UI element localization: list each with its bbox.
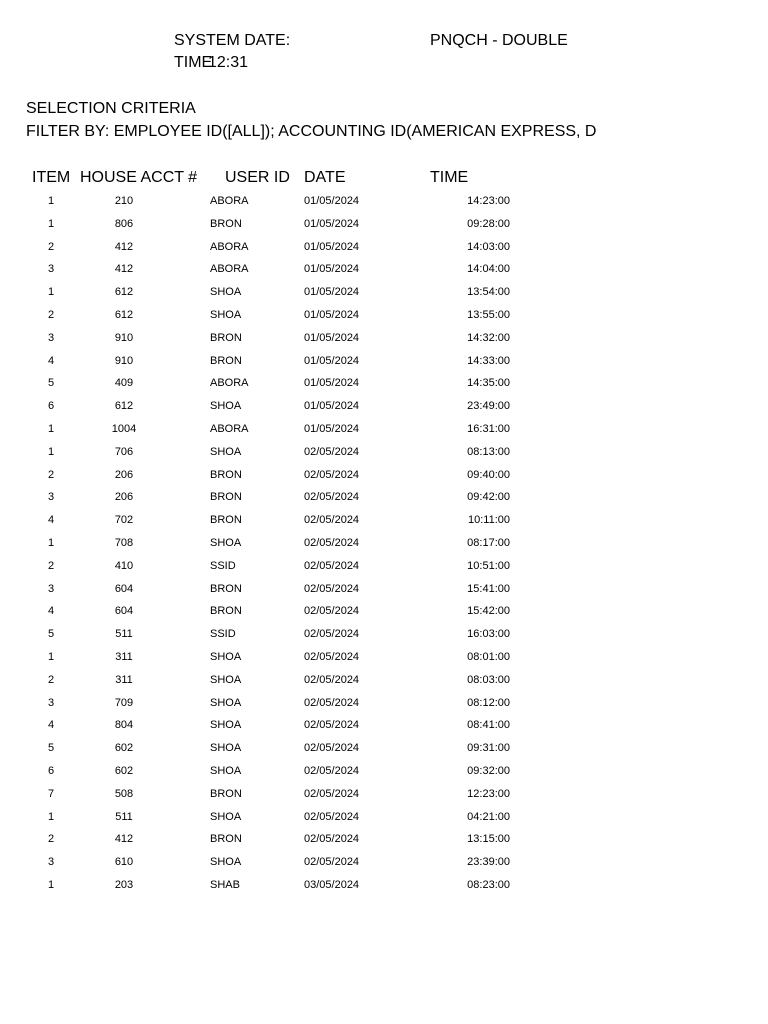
item-cell: 4 [47, 514, 55, 527]
house-acct-cell: 602 [114, 764, 134, 777]
table-row [0, 262, 768, 285]
date-cell: 02/05/2024 [304, 650, 360, 663]
time-cell: 13:15:00 [467, 833, 510, 846]
table-row [0, 878, 768, 901]
table-row [0, 627, 768, 650]
user-id-cell: SHOA [210, 445, 242, 458]
item-cell: 1 [47, 445, 55, 458]
user-id-cell: ABORA [210, 263, 249, 276]
item-cell: 4 [47, 354, 55, 367]
item-cell: 6 [47, 764, 55, 777]
house-acct-cell: 412 [114, 263, 134, 276]
user-id-cell: SHOA [210, 536, 242, 549]
date-cell: 03/05/2024 [304, 878, 360, 891]
house-acct-cell: 706 [114, 445, 134, 458]
user-id-cell: ABORA [210, 377, 249, 390]
table-row [0, 741, 768, 764]
user-id-cell: BRON [210, 468, 242, 481]
table-row [0, 354, 768, 377]
date-cell: 01/05/2024 [304, 240, 360, 253]
table-row [0, 673, 768, 696]
time-cell: 08:13:00 [467, 445, 510, 458]
filter-criteria: FILTER BY: EMPLOYEE ID([ALL]); ACCOUNTING ID(AMERICAN EXPRESS, D [26, 123, 597, 140]
user-id-cell: BRON [210, 787, 242, 800]
user-id-cell: SHOA [210, 719, 242, 732]
date-cell: 01/05/2024 [304, 195, 360, 207]
house-acct-cell: 210 [114, 195, 134, 207]
time-cell: 04:21:00 [467, 810, 510, 823]
table-row [0, 718, 768, 741]
date-cell: 02/05/2024 [304, 696, 360, 709]
house-acct-cell: 206 [114, 468, 134, 481]
item-cell: 4 [47, 605, 55, 618]
user-id-cell: BRON [210, 217, 242, 230]
date-cell: 01/05/2024 [304, 217, 360, 230]
time-cell: 09:28:00 [467, 217, 510, 230]
time-cell: 15:42:00 [467, 605, 510, 618]
item-cell: 2 [47, 468, 55, 481]
time-cell: 09:31:00 [467, 742, 510, 755]
house-acct-cell: 612 [114, 308, 134, 321]
item-cell: 1 [47, 286, 55, 299]
date-cell: 02/05/2024 [304, 833, 360, 846]
item-cell: 2 [47, 673, 55, 686]
time-cell: 16:31:00 [467, 422, 510, 435]
table-row [0, 604, 768, 627]
date-cell: 01/05/2024 [304, 400, 360, 413]
table-row [0, 422, 768, 445]
table-row [0, 855, 768, 878]
date-cell: 02/05/2024 [304, 719, 360, 732]
house-acct-cell: 804 [114, 719, 134, 732]
item-cell: 2 [47, 240, 55, 253]
column-header-user-id: USER ID [225, 169, 290, 186]
house-acct-cell: 410 [114, 559, 134, 572]
user-id-cell: BRON [210, 605, 242, 618]
table-row [0, 810, 768, 833]
time-cell: 14:33:00 [467, 354, 510, 367]
date-cell: 02/05/2024 [304, 445, 360, 458]
user-id-cell: ABORA [210, 240, 249, 253]
time-cell: 14:32:00 [467, 331, 510, 344]
user-id-cell: BRON [210, 514, 242, 527]
table-row [0, 217, 768, 240]
table-row [0, 399, 768, 422]
column-header-item: ITEM [32, 169, 71, 186]
date-cell: 01/05/2024 [304, 354, 360, 367]
date-cell: 02/05/2024 [304, 856, 360, 869]
selection-criteria-title: SELECTION CRITERIA [26, 100, 196, 117]
column-header-house-acct: HOUSE ACCT # [80, 169, 198, 186]
time-cell: 08:23:00 [467, 878, 510, 891]
table-row [0, 285, 768, 308]
table-row [0, 445, 768, 468]
date-cell: 02/05/2024 [304, 514, 360, 527]
table-row [0, 650, 768, 673]
date-cell: 02/05/2024 [304, 764, 360, 777]
user-id-cell: SHOA [210, 308, 242, 321]
user-id-cell: SHOA [210, 696, 242, 709]
date-cell: 01/05/2024 [304, 308, 360, 321]
time-cell: 23:49:00 [467, 400, 510, 413]
item-cell: 1 [47, 878, 55, 891]
house-acct-cell: 1004 [111, 422, 137, 435]
item-cell: 3 [47, 856, 55, 869]
table-row [0, 832, 768, 855]
house-acct-cell: 709 [114, 696, 134, 709]
system-date-label: SYSTEM DATE: [174, 32, 291, 49]
user-id-cell: SHOA [210, 400, 242, 413]
time-cell: 09:32:00 [467, 764, 510, 777]
time-cell: 15:41:00 [467, 582, 510, 595]
house-acct-cell: 602 [114, 742, 134, 755]
user-id-cell: BRON [210, 354, 242, 367]
date-cell: 01/05/2024 [304, 331, 360, 344]
report-table-body [0, 194, 768, 901]
item-cell: 1 [47, 650, 55, 663]
house-acct-cell: 311 [115, 650, 133, 663]
time-cell: 13:55:00 [467, 308, 510, 321]
column-header-date: DATE [304, 169, 346, 186]
user-id-cell: SHOA [210, 810, 242, 823]
item-cell: 2 [47, 308, 55, 321]
item-cell: 1 [47, 536, 55, 549]
time-value: 12:31 [208, 54, 249, 71]
user-id-cell: SSID [210, 559, 236, 572]
house-acct-cell: 806 [114, 217, 134, 230]
date-cell: 02/05/2024 [304, 582, 360, 595]
user-id-cell: SHOA [210, 742, 242, 755]
item-cell: 3 [47, 582, 55, 595]
user-id-cell: BRON [210, 331, 242, 344]
column-header-time: TIME [430, 169, 469, 186]
item-cell: 3 [47, 263, 55, 276]
date-cell: 02/05/2024 [304, 536, 360, 549]
house-acct-cell: 910 [114, 354, 134, 367]
date-cell: 01/05/2024 [304, 377, 360, 390]
item-cell: 5 [47, 377, 55, 390]
date-cell: 02/05/2024 [304, 559, 360, 572]
house-acct-cell: 409 [114, 377, 134, 390]
time-cell: 14:35:00 [467, 377, 510, 390]
user-id-cell: SHOA [210, 856, 242, 869]
user-id-cell: ABORA [210, 422, 249, 435]
house-acct-cell: 511 [115, 628, 133, 641]
table-row [0, 194, 768, 217]
date-cell: 02/05/2024 [304, 468, 360, 481]
time-cell: 09:40:00 [467, 468, 510, 481]
time-cell: 14:23:00 [467, 195, 510, 207]
user-id-cell: SHOA [210, 764, 242, 777]
user-id-cell: BRON [210, 582, 242, 595]
house-acct-cell: 508 [114, 787, 134, 800]
date-cell: 02/05/2024 [304, 605, 360, 618]
item-cell: 5 [47, 742, 55, 755]
time-cell: 23:39:00 [467, 856, 510, 869]
time-cell: 10:11:00 [467, 514, 510, 527]
table-row [0, 787, 768, 810]
user-id-cell: ABORA [210, 195, 249, 207]
user-id-cell: SHOA [210, 673, 242, 686]
date-cell: 02/05/2024 [304, 742, 360, 755]
house-acct-cell: 610 [114, 856, 134, 869]
house-acct-cell: 910 [114, 331, 134, 344]
item-cell: 1 [47, 422, 55, 435]
time-cell: 16:03:00 [467, 628, 510, 641]
date-cell: 01/05/2024 [304, 286, 360, 299]
table-row [0, 331, 768, 354]
house-acct-cell: 311 [115, 673, 133, 686]
table-row [0, 559, 768, 582]
item-cell: 2 [47, 559, 55, 572]
item-cell: 5 [47, 628, 55, 641]
time-cell: 13:54:00 [467, 286, 510, 299]
item-cell: 7 [47, 787, 55, 800]
table-row [0, 513, 768, 536]
table-row [0, 468, 768, 491]
table-row [0, 240, 768, 263]
house-acct-cell: 412 [114, 833, 134, 846]
date-cell: 01/05/2024 [304, 422, 360, 435]
user-id-cell: BRON [210, 491, 242, 504]
time-cell: 08:03:00 [467, 673, 510, 686]
table-row [0, 764, 768, 787]
user-id-cell: SHOA [210, 650, 242, 663]
table-row [0, 696, 768, 719]
item-cell: 3 [47, 331, 55, 344]
house-acct-cell: 612 [114, 286, 134, 299]
table-row [0, 376, 768, 399]
time-cell: 14:03:00 [467, 240, 510, 253]
date-cell: 02/05/2024 [304, 810, 360, 823]
date-cell: 02/05/2024 [304, 673, 360, 686]
time-cell: 08:17:00 [467, 536, 510, 549]
time-cell: 10:51:00 [467, 559, 510, 572]
item-cell: 1 [47, 195, 55, 207]
user-id-cell: SHOA [210, 286, 242, 299]
date-cell: 02/05/2024 [304, 491, 360, 504]
time-cell: 08:41:00 [467, 719, 510, 732]
house-acct-cell: 604 [114, 582, 134, 595]
table-row [0, 308, 768, 331]
house-acct-cell: 511 [115, 810, 133, 823]
item-cell: 2 [47, 833, 55, 846]
time-cell: 09:42:00 [467, 491, 510, 504]
table-row [0, 582, 768, 605]
table-row [0, 490, 768, 513]
house-acct-cell: 702 [114, 514, 134, 527]
time-cell: 08:12:00 [467, 696, 510, 709]
report-title: PNQCH - DOUBLE [430, 32, 568, 49]
item-cell: 4 [47, 719, 55, 732]
item-cell: 3 [47, 696, 55, 709]
time-label: TIME [174, 54, 213, 71]
item-cell: 3 [47, 491, 55, 504]
time-cell: 12:23:00 [467, 787, 510, 800]
user-id-cell: SHAB [210, 878, 240, 891]
house-acct-cell: 612 [114, 400, 134, 413]
date-cell: 02/05/2024 [304, 628, 360, 641]
date-cell: 02/05/2024 [304, 787, 360, 800]
item-cell: 1 [47, 810, 55, 823]
date-cell: 01/05/2024 [304, 263, 360, 276]
house-acct-cell: 708 [114, 536, 134, 549]
house-acct-cell: 412 [114, 240, 134, 253]
house-acct-cell: 604 [114, 605, 134, 618]
house-acct-cell: 203 [114, 878, 134, 891]
user-id-cell: BRON [210, 833, 242, 846]
time-cell: 14:04:00 [467, 263, 510, 276]
user-id-cell: SSID [210, 628, 236, 641]
table-row [0, 536, 768, 559]
item-cell: 1 [47, 217, 55, 230]
house-acct-cell: 206 [114, 491, 134, 504]
item-cell: 6 [47, 400, 55, 413]
time-cell: 08:01:00 [467, 650, 510, 663]
